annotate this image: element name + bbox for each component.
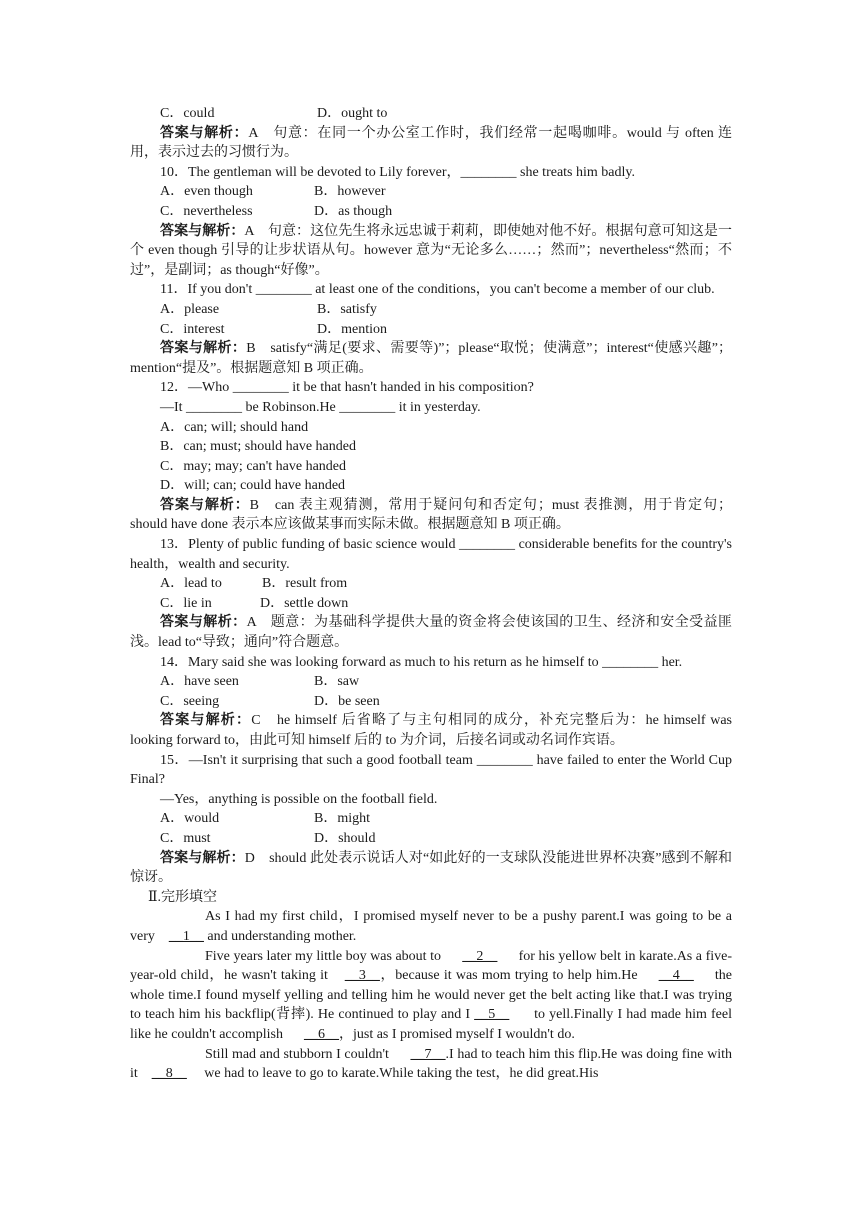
q13-stem: 13．Plenty of public funding of basic science would ________ considerable benefits for the country's health，wealth and security. xyxy=(130,537,732,572)
answer-label: 答案与解析： xyxy=(160,850,245,866)
cloze-text: the whole time.I found myself yelling and telling him he would never get the belt acting like that.I was trying to teach him his backflip(背摔). He continued to play and I xyxy=(130,968,732,1023)
answer-label: 答案与解析： xyxy=(160,223,245,239)
cloze-text: .I had to teach him this flip.He was doing fine with it xyxy=(130,1046,733,1082)
q10-option-b: B．however xyxy=(314,184,386,200)
q11-option-a: A．please xyxy=(160,301,220,317)
q10-option-a: A．even though xyxy=(160,184,253,200)
answer-text: B satisfy“满足(要求、需要等)”；please“取悦；使满意”；interest“使感兴趣”；mention“提及”。根据题意知 B 项正确。 xyxy=(130,341,732,376)
cloze-text: to yell.Finally I had made him feel like he couldn't accomplish xyxy=(130,1007,733,1042)
q15-stem-reply: —Yes，anything is possible on the football field. xyxy=(160,791,438,807)
cloze-blank-6: __6__ xyxy=(303,1026,339,1042)
cloze-blank-7: __7__ xyxy=(410,1046,446,1062)
answer-text: A 题意：为基础科学提供大量的资金将会使该国的卫生、经济和安全受益匪浅。lead to“导致；通向”符合题意。 xyxy=(130,615,732,651)
q14-option-b: B．saw xyxy=(314,674,360,690)
q15-stem: 15．—Isn't it surprising that such a good football team ________ have failed to enter the World Cup Final? xyxy=(130,752,732,788)
section-title: Ⅱ.完形填空 xyxy=(148,889,218,905)
q12-option-b: B．can; must; should have handed xyxy=(160,439,356,455)
worksheet-page xyxy=(130,104,732,1084)
cloze-paragraph-3 xyxy=(130,1045,732,1084)
cloze-text: Five years later my little boy was about to xyxy=(205,948,442,964)
q11-options-ab xyxy=(130,300,732,320)
q11-stem: 11．If you don't ________ at least one of the conditions，you can't become a member of our club. xyxy=(160,282,715,298)
cloze-paragraph-2 xyxy=(130,947,732,1045)
q14-stem: 14．Mary said she was looking forward as much to his return as he himself to ________ her. xyxy=(160,654,683,670)
cloze-blank-8: __8__ xyxy=(151,1066,187,1082)
q11-option-b: B．satisfy xyxy=(317,301,377,317)
q10-stem: 10．The gentleman will be devoted to Lily forever，________ she treats him badly. xyxy=(160,164,635,180)
q9-answer xyxy=(130,124,732,163)
cloze-blank-4: __4__ xyxy=(658,968,694,984)
q12-stem-reply: —It ________ be Robinson.He ________ it in yesterday. xyxy=(160,399,481,415)
answer-text: D should 此处表示说话人对“如此好的一支球队没能进世界杯决赛”感到不解和惊讶。 xyxy=(130,850,733,886)
answer-label: 答案与解析： xyxy=(160,341,247,357)
q10-options-cd xyxy=(130,202,732,222)
answer-text: A 句意：这位先生将永远忠诚于莉莉，即使她对他不好。根据句意可知这是一个 even though 引导的让步状语从句。however 意为“无论多么……；然而”；nevertheless“然而；不过”，是副词；as though“好像”。 xyxy=(130,223,732,278)
q15-option-b: B．might xyxy=(314,811,371,827)
q13-options-ab xyxy=(130,574,732,594)
q12-option-a: A．can; will; should hand xyxy=(160,419,309,435)
q11-answer xyxy=(130,339,732,378)
q11-option-c: C．interest xyxy=(160,321,225,337)
answer-text: B can 表主观猜测，常用于疑问句和否定句；must 表推测，用于肯定句；should have done 表示本应该做某事而实际未做。根据题意知 B 项正确。 xyxy=(130,497,733,533)
q12-answer xyxy=(130,496,732,535)
q14-option-c: C．seeing xyxy=(160,693,220,709)
cloze-text: ，just as I promised myself I wouldn't do. xyxy=(338,1026,575,1042)
cloze-text: and understanding mother. xyxy=(207,928,357,944)
q15-option-d: D．should xyxy=(314,830,376,846)
cloze-blank-2: __2__ xyxy=(462,948,498,964)
cloze-text: we had to leave to go to karate.While taking the test，he did great.His xyxy=(204,1066,599,1082)
q12-option-d: D．will; can; could have handed xyxy=(160,478,346,494)
q13-option-a: A．lead to xyxy=(160,576,222,592)
answer-label: 答案与解析： xyxy=(160,497,250,513)
cloze-text: Still mad and stubborn I couldn't xyxy=(205,1046,389,1062)
q11-options-cd xyxy=(130,320,732,340)
q14-option-d: D．be seen xyxy=(314,693,380,709)
cloze-paragraph-1 xyxy=(130,907,732,946)
q10-options-ab xyxy=(130,182,732,202)
answer-text: C he himself 后省略了与主句相同的成分，补充完整后为：he himself was looking forward to，由此可知 himself 后的 to 为介词，后接名词或动名词作宾语。 xyxy=(130,713,732,748)
cloze-blank-1: __1__ xyxy=(168,928,204,944)
q10-option-d: D．as though xyxy=(314,203,393,219)
q13-option-d: D．settle down xyxy=(260,595,349,611)
q15-options-ab xyxy=(130,809,732,829)
cloze-blank-5: __5__ xyxy=(474,1007,510,1023)
q15-option-c: C．must xyxy=(160,830,211,846)
q13-option-c: C．lie in xyxy=(160,595,212,611)
answer-label: 答案与解析： xyxy=(160,125,249,141)
q9-options xyxy=(130,104,732,124)
q14-options-ab xyxy=(130,672,732,692)
q14-answer xyxy=(130,711,732,750)
q10-answer xyxy=(130,222,732,281)
q14-options-cd xyxy=(130,692,732,712)
q13-answer xyxy=(130,613,732,652)
answer-text: A 句意：在同一个办公室工作时，我们经常一起喝咖啡。would 与 often 连用，表示过去的习惯行为。 xyxy=(130,125,733,161)
q13-options-cd xyxy=(130,594,732,614)
q12-option-c: C．may; may; can't have handed xyxy=(160,458,347,474)
answer-label: 答案与解析： xyxy=(160,615,247,631)
answer-label: 答案与解析： xyxy=(160,713,252,729)
q9-option-c: C．could xyxy=(160,106,215,121)
q11-option-d: D．mention xyxy=(317,321,387,337)
cloze-text: for his yellow belt in karate.As a five-year-old child，he wasn't taking it xyxy=(130,948,732,984)
cloze-text: ，because it was mom trying to help him.He xyxy=(379,968,638,984)
q15-option-a: A．would xyxy=(160,811,220,827)
q13-option-b: B．result from xyxy=(262,576,348,592)
q15-options-cd xyxy=(130,829,732,849)
cloze-text: As I had my first child，I promised myself never to be a pushy parent.I was going to be a very xyxy=(130,909,732,944)
cloze-blank-3: __3__ xyxy=(344,968,380,984)
q10-option-c: C．nevertheless xyxy=(160,203,253,219)
q12-stem: 12．—Who ________ it be that hasn't handed in his composition? xyxy=(160,380,534,396)
q9-option-d: D．ought to xyxy=(317,106,388,121)
q14-option-a: A．have seen xyxy=(160,674,239,690)
q15-answer xyxy=(130,849,732,888)
